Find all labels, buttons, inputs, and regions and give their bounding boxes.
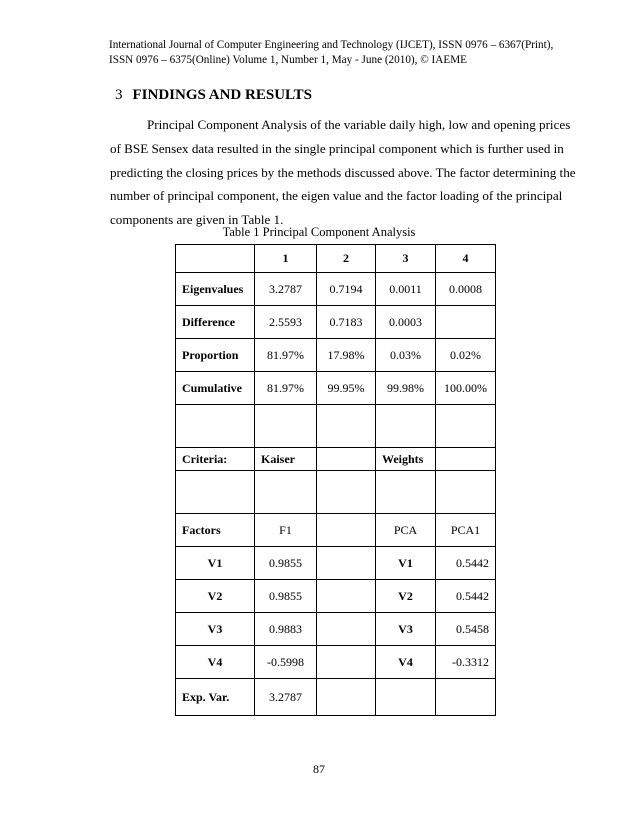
header-cell: 4 (436, 245, 496, 273)
table-cell: 81.97% (255, 339, 317, 372)
table-cell (317, 679, 376, 716)
paragraph-line: predicting the closing prices by the methods discussed above. The factor determining the (110, 164, 576, 180)
table-cell (317, 613, 376, 646)
table-cell (376, 405, 436, 448)
table-row-criteria (176, 448, 496, 471)
body-paragraph (110, 113, 576, 232)
table-cell: 0.9855 (255, 580, 317, 613)
header-cell: 1 (255, 245, 317, 273)
table-cell: 0.03% (376, 339, 436, 372)
row-label: V1 (176, 547, 255, 580)
table-cell: V1 (376, 547, 436, 580)
table-caption: Table 1 Principal Component Analysis (222, 225, 416, 239)
table-cell (317, 448, 376, 471)
section-title: FINDINGS AND RESULTS (132, 87, 313, 103)
table-cell: 0.5442 (436, 580, 496, 613)
pca-table (175, 244, 496, 716)
table-cell (317, 580, 376, 613)
row-label: V2 (176, 580, 255, 613)
table-row (176, 613, 496, 646)
table-cell: 0.0008 (436, 273, 496, 306)
table-cell: V2 (376, 580, 436, 613)
row-label: Difference (176, 306, 255, 339)
table-cell: 0.5458 (436, 613, 496, 646)
table-cell: 3.2787 (255, 273, 317, 306)
table-cell: 3.2787 (255, 679, 317, 716)
table-row (176, 547, 496, 580)
header-cell: 2 (317, 245, 376, 273)
table-row-blank (176, 405, 496, 448)
table-cell (317, 514, 376, 547)
row-label: Factors (176, 514, 255, 547)
table-cell: 100.00% (436, 372, 496, 405)
row-label: Eigenvalues (176, 273, 255, 306)
table-row (176, 273, 496, 306)
table-cell: 99.95% (317, 372, 376, 405)
header-cell (176, 245, 255, 273)
table-row (176, 306, 496, 339)
table-cell: -0.5998 (255, 646, 317, 679)
paragraph-line: number of principal component, the eigen value and the factor loading of the principal (110, 188, 563, 204)
table-cell (376, 679, 436, 716)
table-cell: 2.5593 (255, 306, 317, 339)
table-cell: 0.9883 (255, 613, 317, 646)
table-cell: Weights (376, 448, 436, 471)
table-cell (176, 471, 255, 514)
table-cell: PCA (376, 514, 436, 547)
table-cell: 0.7194 (317, 273, 376, 306)
table-cell (317, 547, 376, 580)
table-row (176, 514, 496, 547)
table-cell: 0.7183 (317, 306, 376, 339)
journal-header (109, 38, 579, 68)
table-cell (317, 405, 376, 448)
table-row (176, 679, 496, 716)
table-cell: -0.3312 (436, 646, 496, 679)
paragraph-line: of BSE Sensex data resulted in the single principal component which is further used in (110, 140, 564, 156)
row-label: Criteria: (176, 448, 255, 471)
table-cell: 17.98% (317, 339, 376, 372)
table-cell: PCA1 (436, 514, 496, 547)
row-label: Exp. Var. (176, 679, 255, 716)
page-number: 87 (313, 762, 325, 776)
section-heading (115, 87, 312, 104)
table-cell: F1 (255, 514, 317, 547)
row-label: Cumulative (176, 372, 255, 405)
section-number: 3 (115, 87, 123, 103)
table-row (176, 646, 496, 679)
table-row (176, 372, 496, 405)
table-cell (255, 405, 317, 448)
paragraph-line: Principal Component Analysis of the variable daily high, low and opening prices (147, 117, 571, 132)
table-cell: 0.5442 (436, 547, 496, 580)
table-cell (376, 471, 436, 514)
table-cell: 81.97% (255, 372, 317, 405)
row-label: V3 (176, 613, 255, 646)
table-cell: 0.0003 (376, 306, 436, 339)
header-line-2: ISSN 0976 – 6375(Online) Volume 1, Number 1, May - June (2010), © IAEME (109, 54, 467, 66)
row-label: V4 (176, 646, 255, 679)
table-cell (176, 405, 255, 448)
table-cell: 99.98% (376, 372, 436, 405)
table-cell: Kaiser (255, 448, 317, 471)
table-cell (436, 448, 496, 471)
table-cell: 0.0011 (376, 273, 436, 306)
table-cell (436, 405, 496, 448)
table-cell (317, 471, 376, 514)
row-label: Proportion (176, 339, 255, 372)
table-row (176, 339, 496, 372)
table-row-blank (176, 471, 496, 514)
table-cell: V3 (376, 613, 436, 646)
header-cell: 3 (376, 245, 436, 273)
table-cell (436, 306, 496, 339)
table-cell (436, 679, 496, 716)
table-row (176, 580, 496, 613)
header-line-1: International Journal of Computer Engineering and Technology (IJCET), ISSN 0976 – 6367(Print), (109, 39, 554, 51)
table-cell: 0.02% (436, 339, 496, 372)
table-cell (317, 646, 376, 679)
table-cell: V4 (376, 646, 436, 679)
table-header-row (176, 245, 496, 273)
paragraph-line: components are given in Table 1. (110, 212, 284, 228)
table-cell: 0.9855 (255, 547, 317, 580)
table-cell (436, 471, 496, 514)
table-cell (255, 471, 317, 514)
